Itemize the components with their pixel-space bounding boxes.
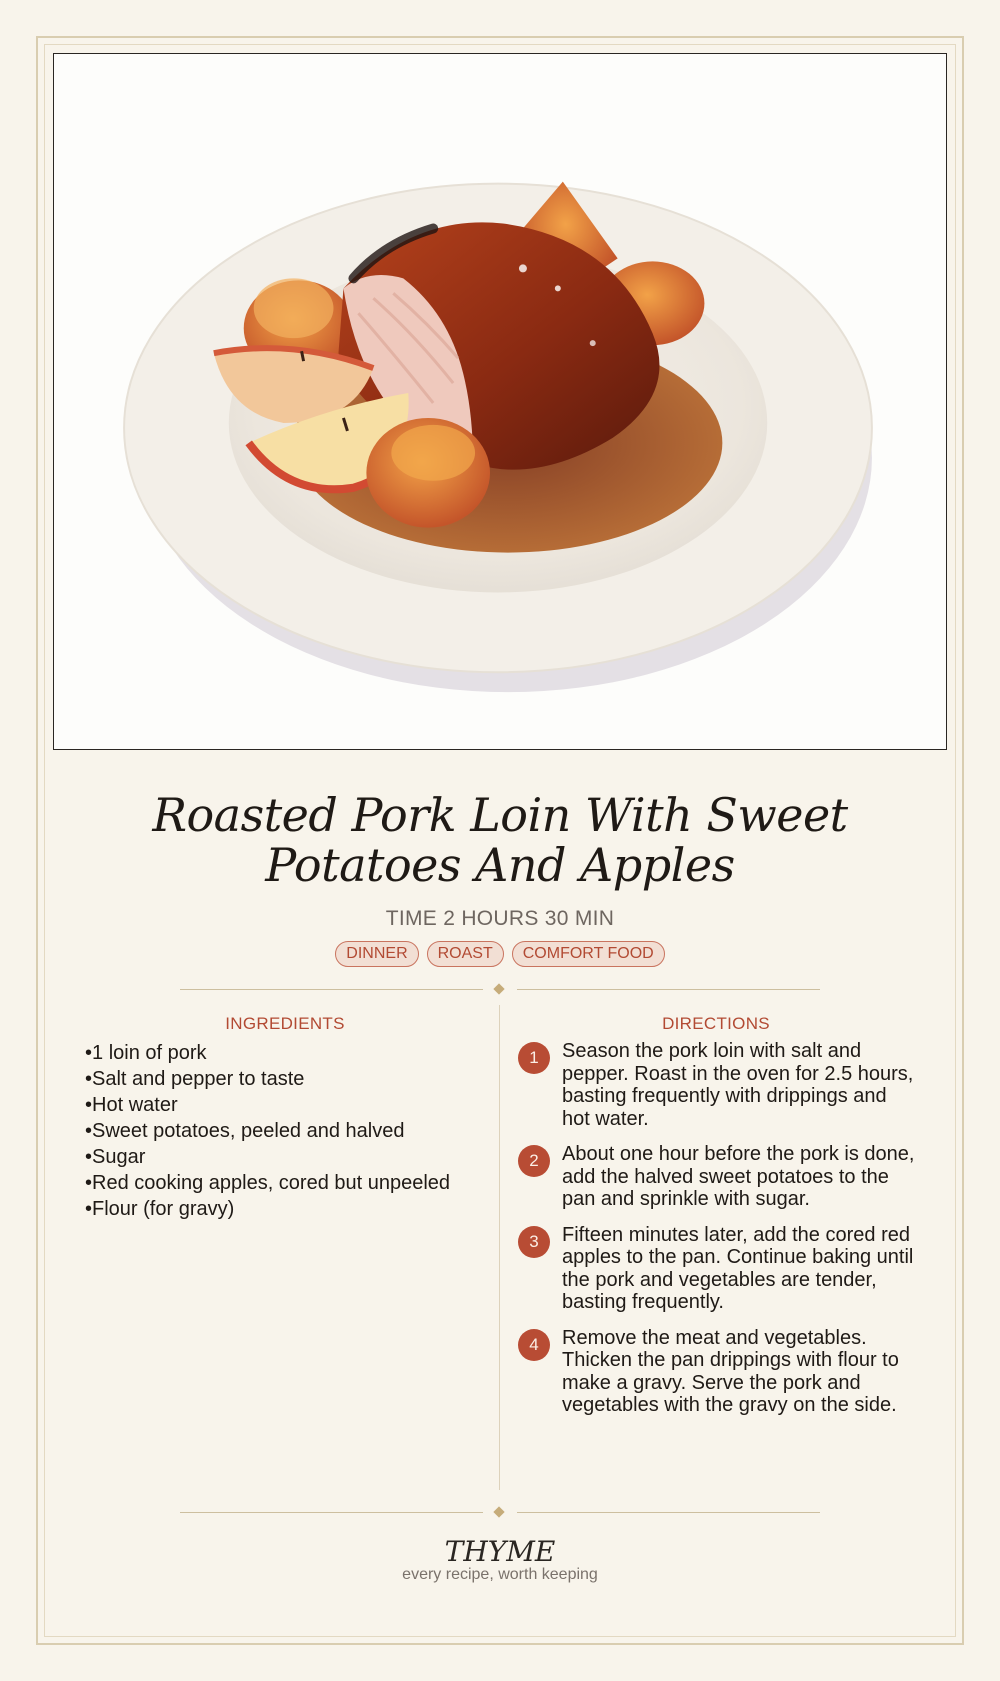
step-text: Fifteen minutes later, add the cored red apples to the pan. Continue baking until the pork and vegetables are tender, basting frequently. — [562, 1223, 914, 1313]
step-text: Season the pork loin with salt and pepper. Roast in the oven for 2.5 hours, basting frequently with drippings and hot water. — [562, 1040, 914, 1130]
column-divider — [499, 1005, 500, 1490]
step-text: Remove the meat and vegetables. Thicken the pan drippings with flour to make a gravy. Serve the pork and vegetables with the gravy on the side. — [562, 1326, 899, 1416]
direction-step — [518, 1327, 918, 1417]
recipe-title: Roasted Pork Loin With Sweet Potatoes And Apples — [152, 788, 848, 892]
ingredient-item: • Hot water — [85, 1094, 465, 1116]
step-number-badge: 4 — [518, 1329, 550, 1361]
ingredients-list — [85, 1042, 465, 1224]
ingredient-item: • Salt and pepper to taste — [85, 1068, 465, 1090]
divider-line — [517, 1512, 820, 1513]
diamond-ornament-icon — [493, 983, 504, 994]
top-divider — [180, 984, 820, 996]
tag-list — [0, 941, 1000, 967]
step-number-badge: 1 — [518, 1042, 550, 1074]
divider-line — [180, 1512, 483, 1513]
divider-line — [180, 989, 483, 990]
ingredients-heading: INGREDIENTS — [225, 1014, 345, 1033]
directions-heading: DIRECTIONS — [662, 1014, 770, 1033]
hero-image — [53, 53, 947, 750]
ingredient-item: • Red cooking apples, cored but unpeeled — [85, 1172, 465, 1194]
tag-roast[interactable]: ROAST — [427, 941, 504, 967]
step-number-badge: 2 — [518, 1145, 550, 1177]
diamond-ornament-icon — [493, 1506, 504, 1517]
tag-dinner[interactable]: DINNER — [335, 941, 418, 967]
ingredient-item: • Flour (for gravy) — [85, 1198, 465, 1220]
direction-step — [518, 1224, 918, 1314]
brand-tagline: every recipe, worth keeping — [402, 1566, 598, 1583]
direction-step — [518, 1143, 918, 1211]
tag-comfort-food[interactable]: COMFORT FOOD — [512, 941, 665, 967]
step-number-badge: 3 — [518, 1226, 550, 1258]
divider-line — [517, 989, 820, 990]
brand-logo[interactable]: THYME — [444, 1535, 556, 1568]
ingredient-item: • 1 loin of pork — [85, 1042, 465, 1064]
bottom-divider — [180, 1507, 820, 1519]
ingredient-item: • Sweet potatoes, peeled and halved — [85, 1120, 465, 1142]
ingredient-item: • Sugar — [85, 1146, 465, 1168]
dish-illustration — [54, 54, 946, 749]
step-text: About one hour before the pork is done, add the halved sweet potatoes to the pan and sprinkle with sugar. — [562, 1143, 915, 1210]
direction-step — [518, 1040, 918, 1130]
cook-time: TIME 2 HOURS 30 MIN — [385, 907, 615, 930]
directions-list — [518, 1040, 918, 1430]
